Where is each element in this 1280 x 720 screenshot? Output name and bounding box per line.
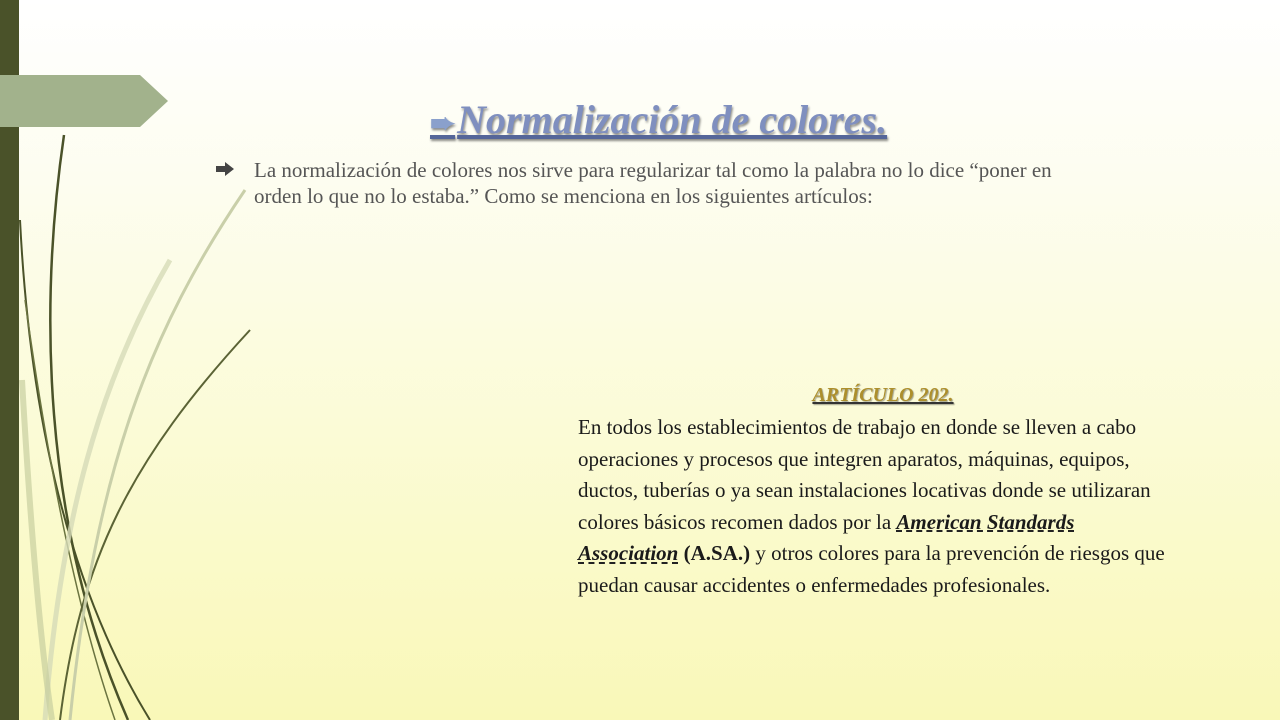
organization-acronym: (A.SA.) [683,541,751,565]
article-text-part3: y otros colores para la prevención de riesgos que puedan causar accidentes o enfermedades profesionales. [578,541,1165,597]
arrow-icon [216,157,254,209]
slide-title-text: Normalización de colores. [457,97,888,142]
organization-name: American Standards Association [578,509,1075,565]
article-block [578,378,1178,601]
article-heading: ARTÍCULO 202. [812,384,954,406]
slide-title [430,96,1050,143]
article-body [578,412,1178,601]
decorative-swooshes [0,0,300,720]
intro-text: La normalización de colores nos sirve para regularizar tal como la palabra no lo dice “poner en orden lo que no lo estaba.” Como se menciona en los siguientes artículos: [254,158,1052,208]
intro-bullet [216,157,1096,209]
article-text-part1: En todos los establecimientos de trabajo en donde se lleven a cabo operaciones y procesos que integren aparatos, máquinas, equipos, ductos, tuberías o ya sean instalaciones locativas donde se utilizaran colores básicos recomen dados por la [578,415,1151,534]
title-arrow-icon: ➨ [430,107,456,140]
